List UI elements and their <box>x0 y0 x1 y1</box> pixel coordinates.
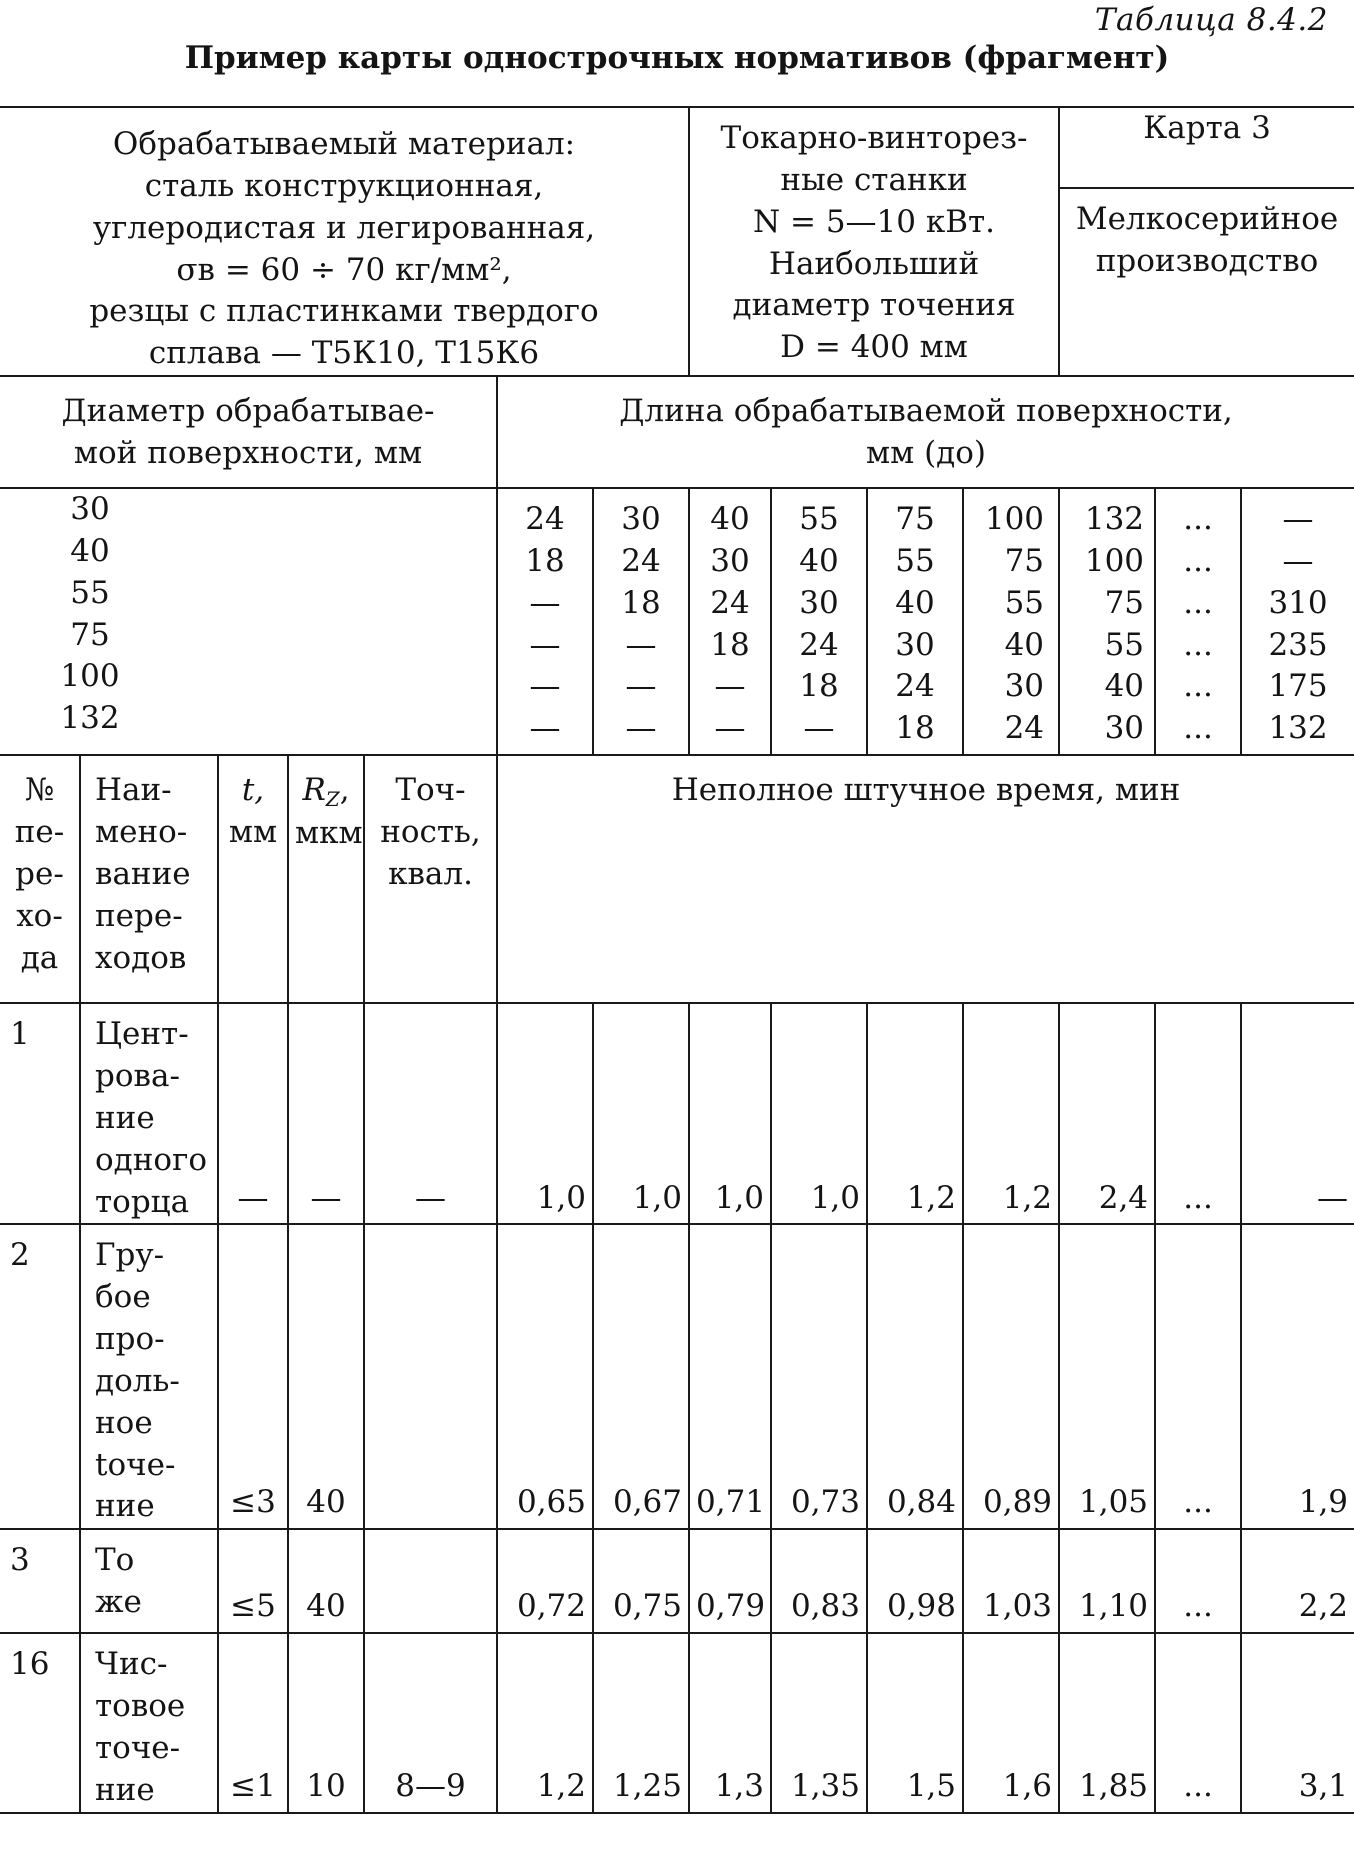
time-value <box>497 1529 593 1633</box>
time-value-text: 0,65 <box>516 1484 586 1521</box>
card-number: Карта 3 <box>1143 110 1271 146</box>
header-line: мм <box>228 813 278 850</box>
time-value <box>1155 1529 1241 1633</box>
operation-name-line: ное <box>95 1404 153 1441</box>
operation-name <box>80 1224 218 1529</box>
rz-symbol: R <box>302 772 326 809</box>
length-value: 100 <box>984 501 1045 538</box>
length-col <box>771 488 867 755</box>
time-value-text: 1,2 <box>536 1768 586 1805</box>
length-value: 75 <box>1004 542 1045 579</box>
header-line: ность, <box>380 813 481 850</box>
operation-name-line: ние <box>95 1488 155 1525</box>
length-value: 30 <box>1004 668 1045 705</box>
length-value: — <box>803 710 835 747</box>
length-col <box>1059 488 1155 755</box>
time-value-text: 1,03 <box>983 1588 1053 1625</box>
length-value: — <box>529 710 561 747</box>
length-value: 24 <box>525 501 565 538</box>
time-value-text: 1,2 <box>1002 1179 1053 1216</box>
operation-name-line: бое <box>95 1279 151 1316</box>
rz-subscript: Z <box>325 787 340 812</box>
depth-header <box>218 755 288 1003</box>
time-value-text: 1,3 <box>714 1768 765 1805</box>
header-line: вание <box>95 855 191 892</box>
operation-name-line: Гру- <box>95 1237 165 1274</box>
operation-name-line: доль- <box>95 1362 180 1399</box>
time-value <box>689 1633 771 1813</box>
roughness-header <box>288 755 364 1003</box>
roughness-value <box>288 1529 364 1633</box>
time-value-text: 1,0 <box>632 1179 683 1216</box>
length-value: ... <box>1183 584 1213 621</box>
operation-name-line: ние <box>95 1771 155 1808</box>
operation-name <box>80 1633 218 1813</box>
accuracy-value-text: 8—9 <box>395 1768 466 1805</box>
header-line: ходов <box>95 939 187 976</box>
length-value: — <box>625 710 657 747</box>
length-value: ... <box>1183 501 1213 538</box>
time-value <box>771 1224 867 1529</box>
time-value <box>771 1003 867 1224</box>
operation-row <box>0 1633 1354 1813</box>
length-value: 55 <box>799 501 839 538</box>
depth-value <box>218 1003 288 1224</box>
time-value-text: 0,72 <box>516 1588 586 1625</box>
machine-line: Наибольший <box>768 245 980 282</box>
time-value-text: 1,85 <box>1079 1768 1149 1805</box>
diameter-header-line: мой поверхности, мм <box>73 434 423 471</box>
material-line: сталь конструкционная, <box>144 167 544 204</box>
time-value <box>771 1529 867 1633</box>
operation-name-line: То <box>95 1542 135 1579</box>
time-value <box>963 1224 1059 1529</box>
length-value: 75 <box>1104 584 1145 621</box>
length-value: 24 <box>621 542 661 579</box>
diameter-value: 132 <box>60 700 120 737</box>
time-value-text: 1,25 <box>612 1768 683 1805</box>
roughness-value-text: 40 <box>306 1588 346 1625</box>
length-value: ... <box>1183 542 1213 579</box>
time-value-text: 1,10 <box>1079 1588 1149 1625</box>
time-value <box>1241 1003 1354 1224</box>
length-col <box>497 488 593 755</box>
time-value <box>497 1633 593 1813</box>
header-line: пере- <box>95 897 183 934</box>
operation-name-line: ние <box>95 1099 155 1136</box>
operation-row <box>0 1529 1354 1633</box>
diameter-list <box>0 488 497 755</box>
length-value: 40 <box>1004 626 1045 663</box>
operation-name-line: одного <box>95 1141 207 1178</box>
time-value <box>1155 1633 1241 1813</box>
time-value-text: 3,1 <box>1298 1768 1349 1805</box>
time-value-text: 1,2 <box>906 1179 957 1216</box>
length-col <box>1241 488 1354 755</box>
time-value-text: 1,6 <box>1002 1768 1053 1805</box>
material-line: резцы с пластинками твердого <box>89 293 599 330</box>
length-value: — <box>1282 501 1314 538</box>
length-value: 55 <box>1004 584 1045 621</box>
time-value <box>497 1003 593 1224</box>
length-col <box>689 488 771 755</box>
production-line: Мелкосерийное <box>1075 201 1339 238</box>
length-value: 30 <box>710 542 750 579</box>
length-value: 30 <box>799 584 839 621</box>
length-value: 30 <box>1104 710 1145 747</box>
time-value-text: 2,4 <box>1098 1179 1149 1216</box>
depth-value <box>218 1224 288 1529</box>
roughness-value-text: — <box>310 1179 342 1216</box>
diameter-value: 55 <box>70 574 110 611</box>
diameter-header <box>0 376 497 488</box>
time-value <box>1241 1529 1354 1633</box>
operation-row <box>0 1224 1354 1529</box>
length-value: 55 <box>895 542 935 579</box>
time-value-text: 1,05 <box>1079 1484 1149 1521</box>
header-line: ре- <box>15 855 64 892</box>
length-value: 24 <box>895 668 935 705</box>
material-line: сплава — Т5К10, Т15К6 <box>148 335 540 372</box>
length-col <box>1155 488 1241 755</box>
header-line <box>295 770 357 813</box>
time-value-text: — <box>1317 1179 1349 1216</box>
length-value: 132 <box>1268 710 1328 747</box>
time-value-text: ... <box>1183 1484 1213 1521</box>
roughness-value <box>288 1003 364 1224</box>
machine-line: диаметр точения <box>732 287 1016 324</box>
accuracy-value-text <box>371 1628 490 1632</box>
time-value-text: 0,89 <box>983 1484 1053 1521</box>
time-value <box>1241 1633 1354 1813</box>
machine-line: D = 400 мм <box>780 329 968 366</box>
length-value: 24 <box>710 584 750 621</box>
production-line: производство <box>1095 242 1319 279</box>
depth-value-text: ≤5 <box>230 1588 276 1625</box>
roughness-value-text: 40 <box>306 1484 346 1521</box>
length-value: — <box>1282 542 1314 579</box>
time-value <box>689 1224 771 1529</box>
header-line: пе- <box>14 813 65 850</box>
depth-value <box>218 1633 288 1813</box>
length-value: 18 <box>525 542 565 579</box>
time-value <box>593 1224 689 1529</box>
operation-number: 1 <box>0 1003 80 1224</box>
time-value <box>867 1224 963 1529</box>
length-value: 100 <box>1084 542 1145 579</box>
material-line: σв = 60 ÷ 70 кг/мм², <box>176 251 512 288</box>
time-value-text: 1,35 <box>790 1768 861 1805</box>
table-caption: Таблица 8.4.2 <box>1094 2 1328 38</box>
length-header <box>497 376 1354 488</box>
operation-row <box>0 1003 1354 1224</box>
time-value <box>593 1633 689 1813</box>
op-name-header <box>80 755 218 1003</box>
time-value-text: 0,71 <box>696 1484 766 1521</box>
time-value <box>867 1003 963 1224</box>
time-value <box>593 1003 689 1224</box>
operation-name-line: товое <box>95 1688 186 1725</box>
time-value-text: 0,73 <box>790 1484 861 1521</box>
length-value: — <box>714 668 746 705</box>
time-value-text: 0,84 <box>886 1484 957 1521</box>
time-value-text: 1,0 <box>536 1179 586 1216</box>
header-line: мкм <box>295 815 363 852</box>
header-line: хо- <box>16 897 63 934</box>
length-value: — <box>625 626 657 663</box>
operation-number: 2 <box>0 1224 80 1529</box>
time-value <box>867 1529 963 1633</box>
length-value: ... <box>1183 668 1213 705</box>
card-cell <box>1059 107 1354 188</box>
header-line: квал. <box>388 855 473 892</box>
length-value: — <box>625 668 657 705</box>
length-value: 18 <box>710 626 750 663</box>
operation-name-line: про- <box>95 1321 165 1358</box>
accuracy-value <box>364 1633 497 1813</box>
accuracy-value-text <box>371 1524 490 1528</box>
operation-name-line: Цент- <box>95 1016 189 1053</box>
time-value-text: ... <box>1183 1768 1213 1805</box>
time-value-text: 1,9 <box>1298 1484 1349 1521</box>
diameter-value: 100 <box>60 658 120 695</box>
depth-value-text: — <box>237 1179 269 1216</box>
material-line: Обрабатываемый материал: <box>112 126 576 162</box>
machine-cell <box>689 107 1059 376</box>
time-value <box>1241 1224 1354 1529</box>
time-header-label: Неполное штучное время, мин <box>671 772 1181 809</box>
time-value-text: 0,98 <box>886 1588 957 1625</box>
accuracy-value <box>364 1003 497 1224</box>
length-header-line: Длина обрабатываемой поверхности, <box>619 393 1233 430</box>
accuracy-header <box>364 755 497 1003</box>
depth-value <box>218 1529 288 1633</box>
length-value: 175 <box>1268 668 1328 705</box>
length-value: 40 <box>710 501 750 538</box>
time-value <box>1059 1003 1155 1224</box>
length-value: 75 <box>895 501 935 538</box>
accuracy-value <box>364 1529 497 1633</box>
operation-name-line: Чис- <box>95 1646 168 1683</box>
length-value: 30 <box>895 626 935 663</box>
time-value <box>963 1529 1059 1633</box>
length-value: 24 <box>1004 710 1045 747</box>
length-value: 18 <box>799 668 839 705</box>
time-value <box>689 1529 771 1633</box>
time-value-text: 1,5 <box>906 1768 957 1805</box>
length-value: — <box>529 626 561 663</box>
length-col <box>867 488 963 755</box>
operation-name-line: торца <box>95 1183 190 1220</box>
length-value: 40 <box>895 584 935 621</box>
length-col <box>593 488 689 755</box>
operation-name <box>80 1003 218 1224</box>
time-value-text: 2,2 <box>1298 1588 1349 1625</box>
time-value <box>963 1003 1059 1224</box>
time-header <box>497 755 1354 1003</box>
length-col <box>963 488 1059 755</box>
length-value: 30 <box>621 501 661 538</box>
time-value <box>963 1633 1059 1813</box>
length-value: — <box>714 710 746 747</box>
production-cell <box>1059 188 1354 376</box>
machine-line: N = 5—10 кВт. <box>753 203 996 240</box>
length-value: 40 <box>799 542 839 579</box>
norms-table <box>0 106 1354 1814</box>
time-value-text: 0,79 <box>696 1588 766 1625</box>
time-value-text: ... <box>1183 1588 1213 1625</box>
operation-number: 3 <box>0 1529 80 1633</box>
length-value: 18 <box>621 584 661 621</box>
time-value <box>771 1633 867 1813</box>
op-num-header <box>0 755 80 1003</box>
time-value <box>1059 1633 1155 1813</box>
time-value-text: 1,0 <box>810 1179 861 1216</box>
time-value <box>593 1529 689 1633</box>
length-value: — <box>529 584 561 621</box>
header-line: да <box>20 939 59 976</box>
time-value <box>1155 1224 1241 1529</box>
length-header-line: мм (до) <box>866 434 987 471</box>
time-value-text: 0,75 <box>612 1588 683 1625</box>
diameter-value: 30 <box>70 491 110 528</box>
length-value: 235 <box>1268 626 1328 663</box>
operation-name-line: точе- <box>95 1729 181 1766</box>
operation-number: 16 <box>0 1633 80 1813</box>
time-value <box>497 1224 593 1529</box>
accuracy-value-text: — <box>415 1179 446 1216</box>
time-value <box>1059 1224 1155 1529</box>
accuracy-value <box>364 1224 497 1529</box>
time-value-text: 1,0 <box>714 1179 765 1216</box>
time-value <box>689 1003 771 1224</box>
material-line: углеродистая и легированная, <box>92 209 596 246</box>
operation-name-line: же <box>95 1584 142 1621</box>
operation-name-line: рова- <box>95 1057 180 1094</box>
diameter-value: 75 <box>70 616 110 653</box>
time-value <box>1059 1529 1155 1633</box>
length-value: 55 <box>1104 626 1145 663</box>
machine-line: ные станки <box>780 161 968 198</box>
length-value: — <box>529 668 561 705</box>
time-value-text: 0,67 <box>612 1484 683 1521</box>
length-value: ... <box>1183 626 1213 663</box>
length-value: 24 <box>799 626 839 663</box>
depth-value-text: ≤3 <box>230 1484 276 1521</box>
diameter-header-line: Диаметр обрабатывае- <box>61 393 435 430</box>
time-value-text: 0,83 <box>790 1588 861 1625</box>
roughness-value-text: 10 <box>306 1768 346 1805</box>
material-cell <box>0 107 689 376</box>
length-value: 132 <box>1084 501 1145 538</box>
machine-line: Токарно-винторез- <box>720 120 1028 156</box>
time-value <box>1155 1003 1241 1224</box>
depth-value-text: ≤1 <box>230 1768 276 1805</box>
operation-name <box>80 1529 218 1633</box>
time-value <box>867 1633 963 1813</box>
header-line: мено- <box>95 813 188 850</box>
table-title: Пример карты однострочных нормативов (фрагмент) <box>184 40 1170 76</box>
roughness-value <box>288 1224 364 1529</box>
diameter-value: 40 <box>70 532 110 569</box>
roughness-value <box>288 1633 364 1813</box>
operation-name-line: toче- <box>95 1446 176 1483</box>
rz-comma: , <box>339 772 350 809</box>
header-line: № <box>24 772 55 809</box>
length-value: 18 <box>895 710 935 747</box>
header-line: t, <box>241 772 265 809</box>
length-value: 310 <box>1268 584 1328 621</box>
header-line: Наи- <box>95 772 172 809</box>
length-value: 40 <box>1104 668 1145 705</box>
time-value-text: ... <box>1183 1179 1213 1216</box>
header-line: Точ- <box>395 772 466 809</box>
length-value: ... <box>1183 710 1213 747</box>
